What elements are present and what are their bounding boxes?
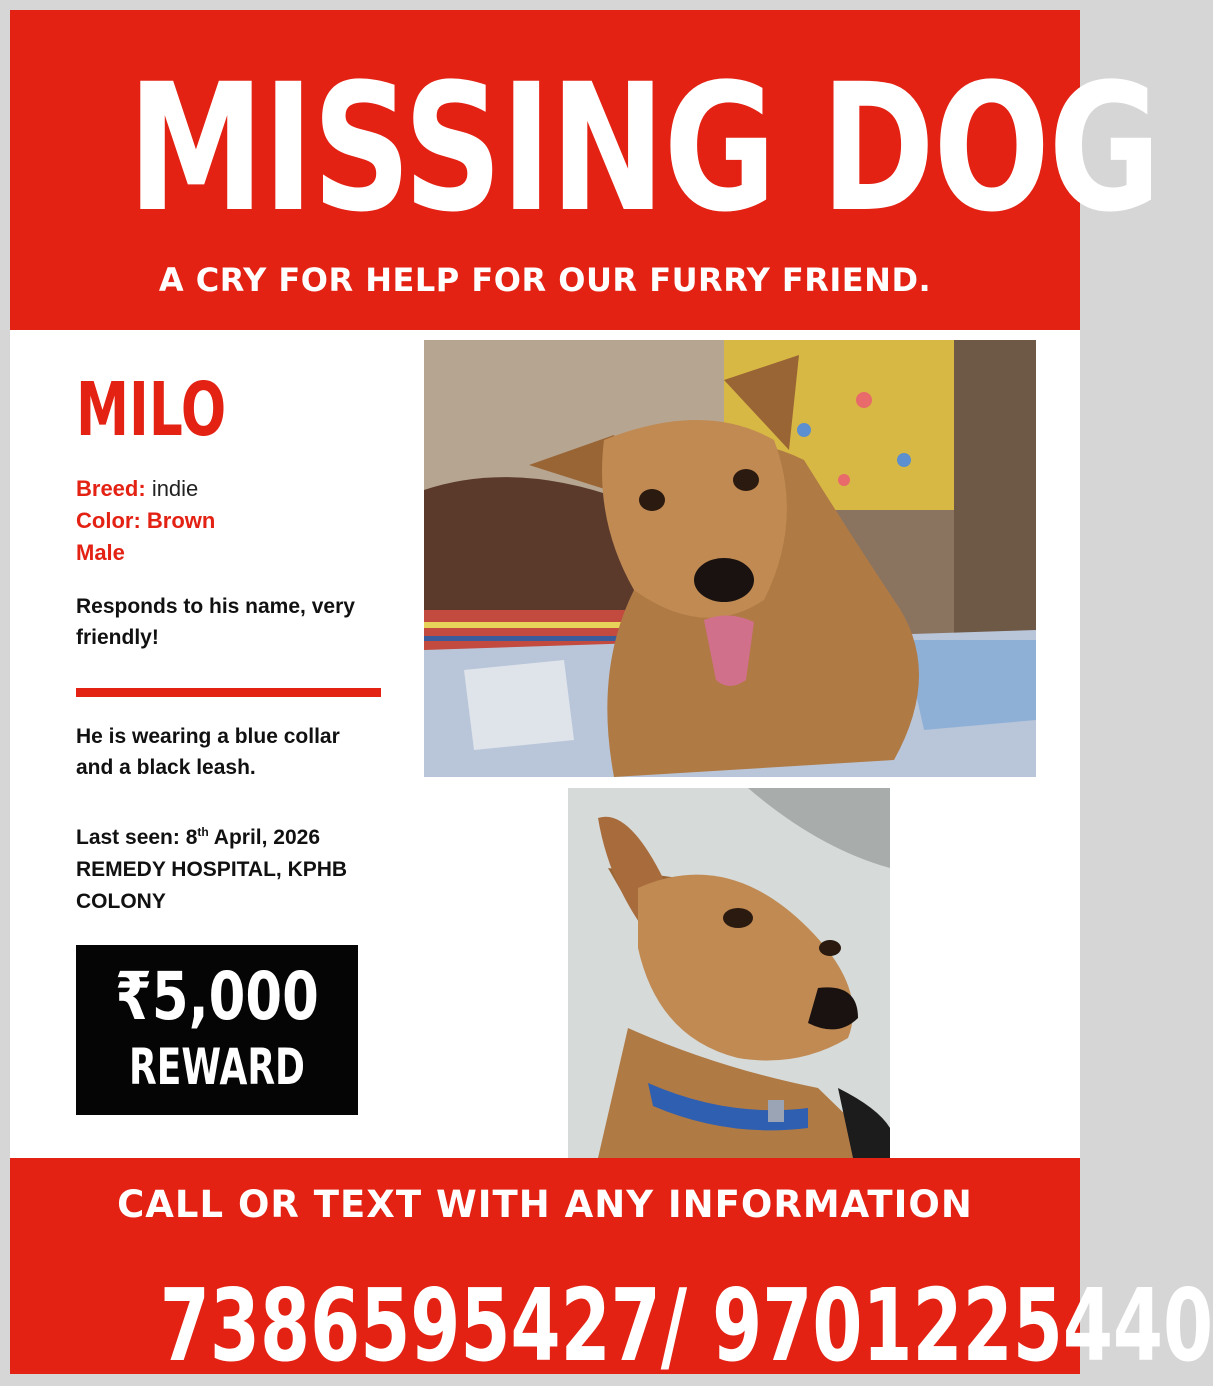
dog-with-blue-collar-icon <box>568 788 890 1158</box>
poster-title: MISSING DOG <box>127 46 1160 251</box>
dog-photo-main <box>424 340 1036 777</box>
poster-footer <box>10 1158 1213 1384</box>
last-seen-location: REMEDY HOSPITAL, KPHB COLONY <box>76 858 348 913</box>
poster-subtitle: A CRY FOR HELP FOR OUR FURRY FRIEND. <box>158 261 932 299</box>
collar-note: He is wearing a blue collar and a black leash. <box>76 725 340 779</box>
poster-header <box>10 10 1160 330</box>
reward-label: REWARD <box>129 1038 305 1096</box>
dog-photo-collar <box>568 788 890 1158</box>
last-seen-day-suffix: th <box>197 825 209 839</box>
color-text: Color: Brown <box>76 508 216 533</box>
breed-label: Breed: <box>76 476 146 501</box>
breed-line <box>76 474 198 504</box>
contact-call-to-action: CALL OR TEXT WITH ANY INFORMATION <box>117 1183 973 1226</box>
temperament-text: Responds to his name, very friendly! <box>76 595 355 649</box>
reward-box <box>76 945 358 1115</box>
last-seen-info <box>76 816 396 918</box>
missing-dog-poster <box>10 10 1213 1384</box>
breed-value: indie <box>151 476 199 501</box>
last-seen-date: April, 2026 <box>208 826 320 849</box>
dog-on-bed-icon <box>424 340 1036 777</box>
sex-text: Male <box>76 540 125 565</box>
contact-phone-numbers[interactable]: 7386595427/ 9701225440 <box>159 1267 1213 1384</box>
sex-line <box>76 538 125 568</box>
section-divider <box>76 688 381 697</box>
reward-amount: ₹5,000 <box>115 958 319 1035</box>
color-line <box>76 506 215 536</box>
dog-name: MILO <box>76 367 227 453</box>
last-seen-prefix: Last seen: 8 <box>76 826 198 849</box>
